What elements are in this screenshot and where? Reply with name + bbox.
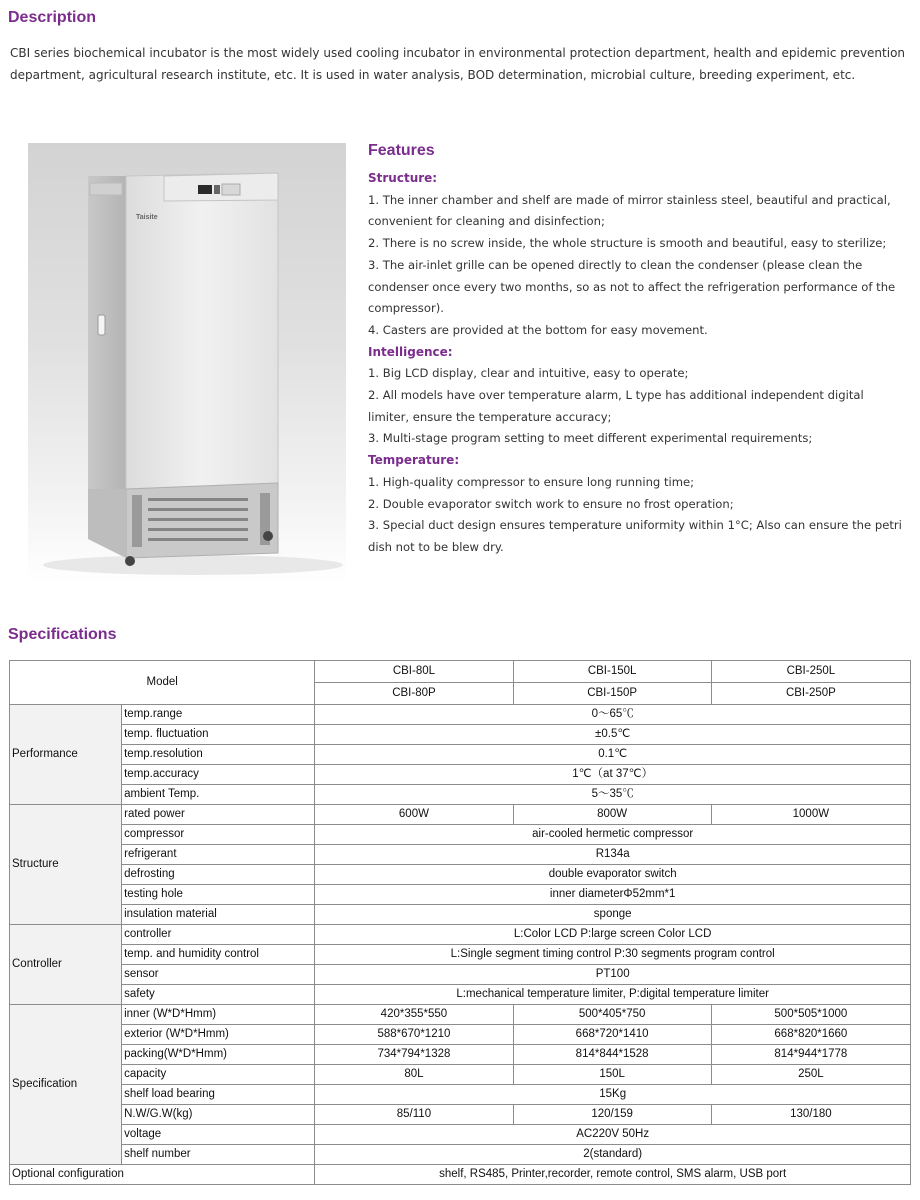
param-value: 1℃（at 37℃） (315, 765, 911, 785)
param-value: 80L (315, 1065, 513, 1085)
table-row (10, 705, 911, 725)
param-value: R134a (315, 845, 911, 865)
model-name: CBI-250P (711, 683, 910, 705)
param-label: rated power (122, 805, 315, 825)
table-row (10, 1065, 911, 1085)
feature-line: 3. Special duct design ensures temperature uniformity within 1°C; Also can ensure the petri (368, 518, 902, 533)
group-label: Controller (10, 925, 122, 1005)
param-value: air-cooled hermetic compressor (315, 825, 911, 845)
table-row (10, 845, 911, 865)
param-label: temp.accuracy (122, 765, 315, 785)
param-value: L:Single segment timing control P:30 segments program control (315, 945, 911, 965)
param-value: 814*944*1778 (711, 1045, 910, 1065)
table-row (10, 1045, 911, 1065)
feature-line: compressor). (368, 301, 444, 316)
table-row (10, 725, 911, 745)
param-value: 2(standard) (315, 1145, 911, 1165)
param-label: insulation material (122, 905, 315, 925)
specifications-table (9, 660, 911, 1185)
param-label: safety (122, 985, 315, 1005)
table-row (10, 925, 911, 945)
param-value: AC220V 50Hz (315, 1125, 911, 1145)
table-row (10, 945, 911, 965)
specifications-heading: Specifications (8, 626, 117, 643)
param-value: 85/110 (315, 1105, 513, 1125)
param-value: 120/159 (513, 1105, 711, 1125)
param-value: 668*820*1660 (711, 1025, 910, 1045)
feature-line: condenser once every two months, so as not to affect the refrigeration performance of the (368, 279, 896, 294)
description-heading: Description (8, 9, 97, 26)
description-text: CBI series biochemical incubator is the most widely used cooling incubator in environmental protection department, health and epidemic prevention department, agricultural research institute, etc. It is used in water analysis, BOD determination, microbial culture, breeding experiment, etc. (10, 46, 906, 82)
param-value: L:Color LCD P:large screen Color LCD (315, 925, 911, 945)
param-value: 250L (711, 1065, 910, 1085)
table-row (10, 825, 911, 845)
param-value: 500*505*1000 (711, 1005, 910, 1025)
param-label: packing(W*D*Hmm) (122, 1045, 315, 1065)
param-value: 420*355*550 (315, 1005, 513, 1025)
table-row (10, 1005, 911, 1025)
model-label: Model (10, 661, 315, 705)
param-label: temp. fluctuation (122, 725, 315, 745)
param-label: refrigerant (122, 845, 315, 865)
param-label: defrosting (122, 865, 315, 885)
param-value: 800W (513, 805, 711, 825)
group-label: Structure (10, 805, 122, 925)
table-row (10, 1085, 911, 1105)
param-label: testing hole (122, 885, 315, 905)
feature-subheading: Temperature: (368, 453, 460, 468)
model-name: CBI-80L (315, 661, 513, 683)
param-value: inner diameterΦ52mm*1 (315, 885, 911, 905)
param-label: shelf number (122, 1145, 315, 1165)
param-value: 588*670*1210 (315, 1025, 513, 1045)
feature-line: 2. Double evaporator switch work to ensure no frost operation; (368, 496, 734, 511)
param-value: 814*844*1528 (513, 1045, 711, 1065)
feature-line: 1. The inner chamber and shelf are made of mirror stainless steel, beautiful and practical, (368, 192, 891, 207)
brand-logo: Taisite (136, 214, 158, 221)
param-value: 150L (513, 1065, 711, 1085)
param-label: compressor (122, 825, 315, 845)
table-row (10, 745, 911, 765)
table-row (10, 785, 911, 805)
param-label: capacity (122, 1065, 315, 1085)
features-section (368, 140, 903, 559)
param-label: controller (122, 925, 315, 945)
param-label: temp. and humidity control (122, 945, 315, 965)
feature-subheading: Structure: (368, 171, 438, 185)
param-value: 600W (315, 805, 513, 825)
param-label: sensor (122, 965, 315, 985)
table-row (10, 1125, 911, 1145)
features-heading: Features (368, 142, 435, 159)
table-row (10, 805, 911, 825)
feature-subheading: Intelligence: (368, 344, 453, 359)
feature-line: 4. Casters are provided at the bottom for easy movement. (368, 322, 708, 337)
param-label: inner (W*D*Hmm) (122, 1005, 315, 1025)
table-row (10, 965, 911, 985)
feature-line: 1. High-quality compressor to ensure long running time; (368, 474, 695, 489)
table-row (10, 765, 911, 785)
incubator-image (28, 143, 346, 583)
feature-line: 2. All models have over temperature alarm, L type has additional independent digital (368, 388, 864, 403)
param-value: sponge (315, 905, 911, 925)
feature-line: 3. Multi-stage program setting to meet different experimental requirements; (368, 431, 813, 446)
table-row (10, 1145, 911, 1165)
param-value: 668*720*1410 (513, 1025, 711, 1045)
model-name: CBI-80P (315, 683, 513, 705)
table-row (10, 905, 911, 925)
param-value: double evaporator switch (315, 865, 911, 885)
product-photo (28, 143, 346, 583)
optional-label: Optional configuration (10, 1165, 315, 1185)
optional-value: shelf, RS485, Printer,recorder, remote control, SMS alarm, USB port (315, 1165, 911, 1185)
group-label: Performance (10, 705, 122, 805)
param-value: 500*405*750 (513, 1005, 711, 1025)
table-row (10, 885, 911, 905)
param-label: temp.range (122, 705, 315, 725)
param-label: shelf load bearing (122, 1085, 315, 1105)
feature-line: dish not to be blew dry. (368, 539, 504, 554)
param-value: 0.1℃ (315, 745, 911, 765)
table-row (10, 1025, 911, 1045)
param-label: ambient Temp. (122, 785, 315, 805)
model-name: CBI-150P (513, 683, 711, 705)
table-row (10, 1105, 911, 1125)
feature-line: 1. Big LCD display, clear and intuitive, easy to operate; (368, 366, 689, 381)
table-row (10, 865, 911, 885)
param-value: 1000W (711, 805, 910, 825)
feature-line: limiter, ensure the temperature accuracy; (368, 409, 612, 424)
param-value: 734*794*1328 (315, 1045, 513, 1065)
group-label: Specification (10, 1005, 122, 1165)
param-label: voltage (122, 1125, 315, 1145)
feature-line: 2. There is no screw inside, the whole structure is smooth and beautiful, easy to sterilize; (368, 236, 887, 251)
param-value: ±0.5℃ (315, 725, 911, 745)
param-label: temp.resolution (122, 745, 315, 765)
param-label: N.W/G.W(kg) (122, 1105, 315, 1125)
model-name: CBI-250L (711, 661, 910, 683)
feature-line: convenient for cleaning and disinfection; (368, 214, 605, 229)
model-name: CBI-150L (513, 661, 711, 683)
param-value: 5～35℃ (315, 785, 911, 805)
param-value: L:mechanical temperature limiter, P:digital temperature limiter (315, 985, 911, 1005)
param-value: PT100 (315, 965, 911, 985)
param-value: 0～65℃ (315, 705, 911, 725)
table-row (10, 1165, 911, 1185)
param-label: exterior (W*D*Hmm) (122, 1025, 315, 1045)
feature-line: 3. The air-inlet grille can be opened directly to clean the condenser (please clean the (368, 257, 863, 272)
table-row (10, 985, 911, 1005)
param-value: 15Kg (315, 1085, 911, 1105)
param-value: 130/180 (711, 1105, 910, 1125)
